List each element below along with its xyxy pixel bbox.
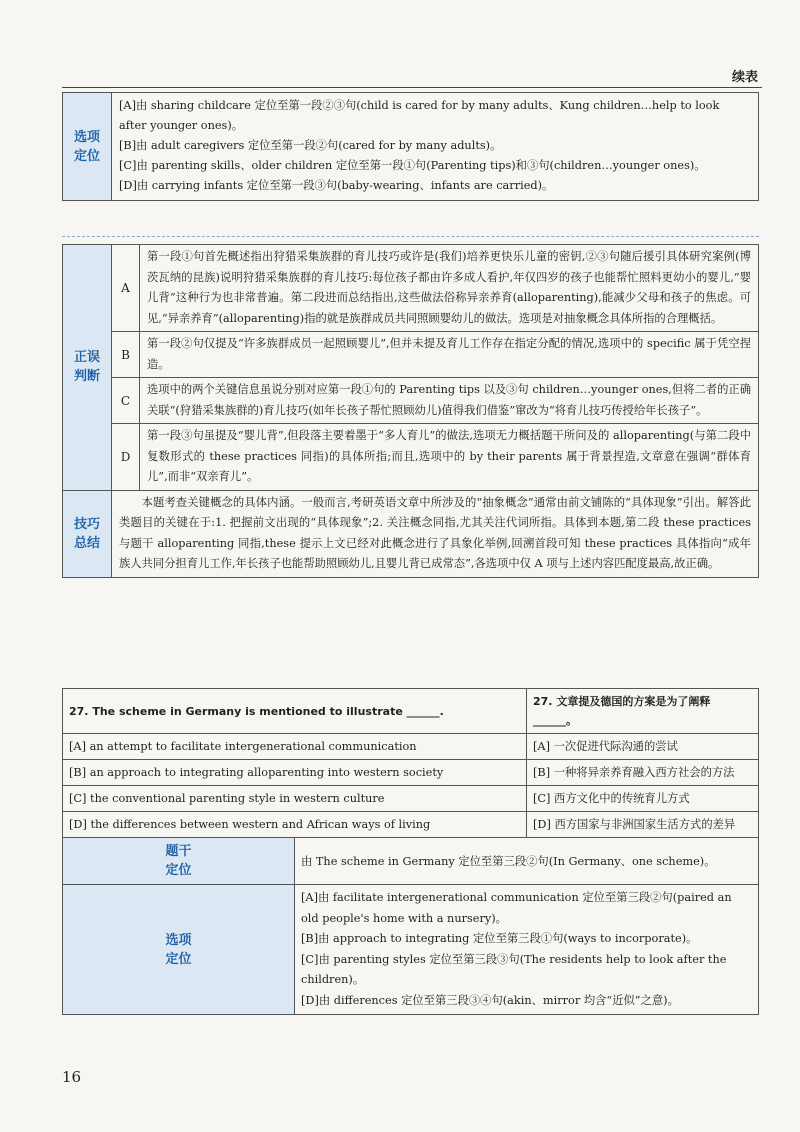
option-d-zh: [D] 西方国家与非洲国家生活方式的差异 [527,812,759,838]
judgment-letter-c: C [112,378,140,424]
locate-line-d: [D]由 carrying infants 定位至第一段③句(baby-wearing、infants are carried)。 [119,179,554,192]
option-c-en: [C] the conventional parenting style in western culture [63,786,527,812]
locate-table-top [62,92,759,201]
stem-locate-text: 由 The scheme in Germany 定位至第三段②句(In Germany、one scheme)。 [295,838,759,885]
locate-content-top [112,93,759,201]
judgment-side-label: 正误 判断 [63,245,112,491]
option-b-en: [B] an approach to integrating alloparenting into western society [63,760,527,786]
judgment-text-a: 第一段①句首先概述指出狩猎采集族群的育儿技巧或许是(我们)培养更快乐儿童的密钥,②③句随后援引具体研究案例(博茨瓦纳的昆族)说明狩猎采集族群的育儿技巧:每位孩子都由许多成人看护,年仅四岁的孩子也能帮忙照料更幼小的婴儿,“婴儿背”这种行为也非常普遍。第二段进而总结指出,这些做法俗称异亲养育(alloparenting),能减少父母和孩子的焦虑。可见,“异亲养育”(alloparenting)指的就是族群成员共同照顾婴幼儿的做法。选项是对抽象概念具体所指的合理概括。 [140,245,759,332]
option-d-en: [D] the differences between western and African ways of living [63,812,527,838]
judgment-letter-d: D [112,424,140,491]
tips-side-label: 技巧 总结 [63,490,112,577]
header-label: 续表 [731,70,758,85]
header-rule [62,87,762,88]
option-a-en: [A] an attempt to facilitate intergenerational communication [63,734,527,760]
locate-side-label-top: 选项 定位 [63,93,112,201]
judgment-table [62,244,759,578]
judgment-letter-a: A [112,245,140,332]
dotted-divider [62,236,759,237]
judgment-text-d: 第一段③句虽提及“婴儿背”,但段落主要着墨于“多人育儿”的做法,选项无力概括题干所问及的 alloparenting(与第二段中复数形式的 these practices 同指)的具体所指;而且,选项中的 by their parents 属于背景捏造,文章意在强调“群体育儿”,而非“双亲育儿”。 [140,424,759,491]
question-stem-en: 27. The scheme in Germany is mentioned to illustrate ______. [63,689,527,734]
locate-content-bottom [295,885,759,1015]
locate-bottom-line-d: [D]由 differences 定位至第三段③④句(akin、mirror 均含“近似”之意)。 [301,993,679,1007]
page-number: 16 [62,1068,82,1086]
stem-locate-side-label: 题干 定位 [63,838,295,885]
locate-line-c: [C]由 parenting skills、older children 定位至第一段①句(Parenting tips)和③句(children…younger ones)。 [119,159,706,172]
judgment-text-c: 选项中的两个关键信息虽说分别对应第一段①句的 Parenting tips 以及③句 children…younger ones,但将二者的正确关联“(狩猎采集族群的)育儿技巧(如年长孩子帮忙照顾幼儿)值得我们借鉴”窜改为“将育儿技巧传授给年长孩子”。 [140,378,759,424]
locate-line-b: [B]由 adult caregivers 定位至第一段②句(cared for by many adults)。 [119,139,502,152]
locate-line-a: [A]由 sharing childcare 定位至第一段②③句(child is cared for by many adults、Kung children…help to look after younger ones)。 [119,99,720,132]
locate-bottom-line-b: [B]由 approach to integrating 定位至第三段①句(ways to incorporate)。 [301,932,698,945]
locate-bottom-line-c: [C]由 parenting styles 定位至第三段③句(The residents help to look after the children)。 [301,952,727,986]
judgment-text-b: 第一段②句仅提及“许多族群成员一起照顾婴儿”,但并未提及育儿工作存在指定分配的情况,选项中的 specific 属于凭空捏造。 [140,332,759,378]
option-c-zh: [C] 西方文化中的传统育儿方式 [527,786,759,812]
question-stem-zh: 27. 文章提及德国的方案是为了阐释 ______。 [527,689,759,734]
question-table [62,688,759,1015]
option-b-zh: [B] 一种将异亲养育融入西方社会的方法 [527,760,759,786]
locate-bottom-line-a: [A]由 facilitate intergenerational communication 定位至第三段②句(paired an old people's home with a nursery)。 [301,891,732,925]
judgment-letter-b: B [112,332,140,378]
locate-side-label-bottom: 选项 定位 [63,885,295,1015]
option-a-zh: [A] 一次促进代际沟通的尝试 [527,734,759,760]
tips-text: 本题考查关键概念的具体内涵。一般而言,考研英语文章中所涉及的“抽象概念”通常由前文铺陈的“具体现象”引出。解答此类题目的关键在于:1. 把握前文出现的“具体现象”;2. 关注概念同指,尤其关注代词所指。具体到本题,第二段 these practices 与题干 alloparenting 同指,these 提示上文已经对此概念进行了具象化举例,回溯首段可知 these practices 具体指向“成年族人共同分担育儿工作,年长孩子也能帮助照顾幼儿,且婴儿背已成常态”,各选项中仅 A 项与上述内容匹配度最高,故正确。 [112,490,759,577]
